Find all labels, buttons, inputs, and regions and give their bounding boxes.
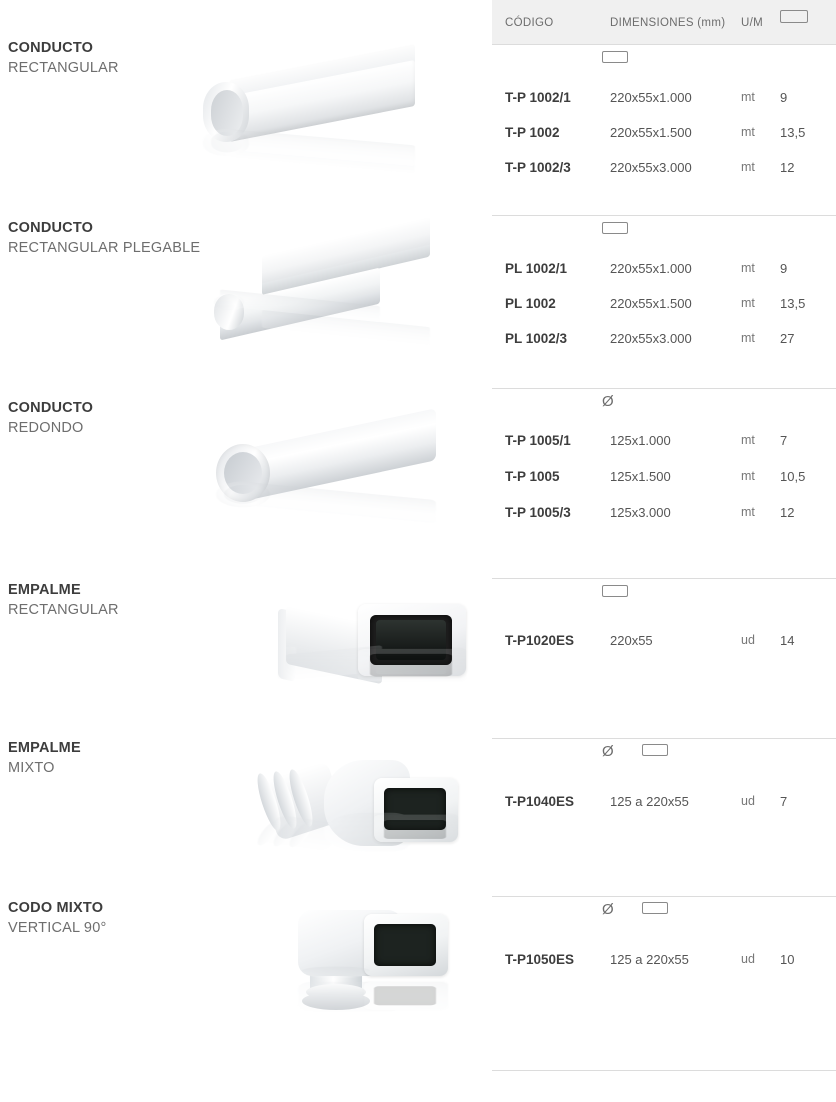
cell-dimensiones: 125x1.500 xyxy=(610,469,671,484)
product-block xyxy=(0,398,492,568)
cell-um: ud xyxy=(741,794,755,808)
cell-codigo: PL 1002 xyxy=(505,296,556,311)
cell-cantidad: 9 xyxy=(780,90,788,105)
cell-codigo: PL 1002/1 xyxy=(505,261,568,276)
specification-table xyxy=(492,0,836,1102)
cell-um: mt xyxy=(741,296,755,310)
cell-codigo: PL 1002/3 xyxy=(505,331,568,346)
table-group xyxy=(492,215,836,373)
cell-codigo: T-P 1005/1 xyxy=(505,433,571,448)
diameter-icon: Ø xyxy=(602,901,614,918)
cell-codigo: T-P 1005/3 xyxy=(505,505,571,520)
divider xyxy=(492,1070,836,1071)
table-group xyxy=(492,738,836,848)
product-block xyxy=(0,580,492,730)
product-title: CODO MIXTO VERTICAL 90° xyxy=(8,900,107,936)
cell-codigo: T-P 1002 xyxy=(505,125,560,140)
cell-codigo: T-P1050ES xyxy=(505,952,575,967)
product-title: EMPALME RECTANGULAR xyxy=(8,582,119,618)
cell-cantidad: 12 xyxy=(780,160,795,175)
table-row xyxy=(492,784,836,820)
cell-dimensiones: 220x55x1.500 xyxy=(610,125,692,140)
shape-glyph-row xyxy=(492,215,836,243)
table-group xyxy=(492,44,836,202)
cell-um: ud xyxy=(741,633,755,647)
cell-codigo: T-P 1005 xyxy=(505,469,560,484)
table-row xyxy=(492,80,836,116)
table-row xyxy=(492,115,836,151)
cell-codigo: T-P 1002/3 xyxy=(505,160,571,175)
rectangle-icon xyxy=(780,10,808,26)
foldable-duct-reflection xyxy=(210,291,460,341)
rectangle-icon xyxy=(642,901,668,919)
table-row xyxy=(492,286,836,322)
cell-cantidad: 14 xyxy=(780,633,795,648)
cell-dimensiones: 125 a 220x55 xyxy=(610,952,689,967)
cell-um: mt xyxy=(741,505,755,519)
product-title: CONDUCTO RECTANGULAR xyxy=(8,40,119,76)
cell-um: mt xyxy=(741,469,755,483)
rectangle-icon xyxy=(602,584,628,602)
cell-um: ud xyxy=(741,952,755,966)
cell-cantidad: 12 xyxy=(780,505,795,520)
table-group xyxy=(492,578,836,688)
column-header-codigo: CÓDIGO xyxy=(505,17,554,29)
shape-glyph-row xyxy=(492,896,836,924)
table-row xyxy=(492,251,836,287)
table-row xyxy=(492,942,836,978)
cell-dimensiones: 220x55x1.000 xyxy=(610,90,692,105)
table-row xyxy=(492,423,836,459)
table-row xyxy=(492,495,836,531)
diameter-icon: Ø xyxy=(602,393,614,410)
cell-um: mt xyxy=(741,160,755,174)
cell-cantidad: 10,5 xyxy=(780,469,806,484)
round-duct-reflection xyxy=(210,475,460,520)
product-block xyxy=(0,38,492,208)
table-row xyxy=(492,623,836,659)
cell-codigo: T-P 1002/1 xyxy=(505,90,571,105)
product-block xyxy=(0,218,492,388)
shape-glyph-row xyxy=(492,578,836,606)
cell-dimensiones: 125x1.000 xyxy=(610,433,671,448)
mixed-vertical-elbow-reflection xyxy=(280,964,480,1016)
product-title: EMPALME MIXTO xyxy=(8,740,81,776)
cell-dimensiones: 220x55x1.000 xyxy=(610,261,692,276)
table-group xyxy=(492,896,836,1006)
rectangular-joiner-reflection xyxy=(272,645,482,684)
product-title: CONDUCTO REDONDO xyxy=(8,400,94,436)
table-row xyxy=(492,459,836,495)
cell-codigo: T-P1020ES xyxy=(505,633,575,648)
cell-um: mt xyxy=(741,90,755,104)
cell-cantidad: 13,5 xyxy=(780,296,806,311)
rectangle-icon xyxy=(602,50,628,68)
diameter-icon: Ø xyxy=(602,743,614,760)
product-title: CONDUCTO RECTANGULAR PLEGABLE xyxy=(8,220,201,256)
cell-um: mt xyxy=(741,261,755,275)
table-row xyxy=(492,150,836,186)
rectangle-icon xyxy=(602,221,628,239)
shape-glyph-row xyxy=(492,388,836,416)
shape-glyph-row xyxy=(492,738,836,766)
cell-cantidad: 7 xyxy=(780,794,788,809)
cell-codigo: T-P1040ES xyxy=(505,794,575,809)
cell-um: mt xyxy=(741,433,755,447)
cell-cantidad: 9 xyxy=(780,261,788,276)
cell-dimensiones: 125 a 220x55 xyxy=(610,794,689,809)
cell-cantidad: 10 xyxy=(780,952,795,967)
product-block xyxy=(0,738,492,898)
cell-cantidad: 27 xyxy=(780,331,795,346)
cell-um: mt xyxy=(741,125,755,139)
table-header-row xyxy=(492,0,836,44)
cell-dimensiones: 220x55x3.000 xyxy=(610,331,692,346)
product-block xyxy=(0,898,492,1068)
rectangle-icon xyxy=(642,743,668,761)
cell-cantidad: 13,5 xyxy=(780,125,806,140)
cell-dimensiones: 220x55x1.500 xyxy=(610,296,692,311)
column-header-dimensiones: DIMENSIONES (mm) xyxy=(610,17,726,29)
table-row xyxy=(492,321,836,357)
cell-dimensiones: 220x55 xyxy=(610,633,653,648)
column-header-um: U/M xyxy=(741,17,763,29)
cell-um: mt xyxy=(741,331,755,345)
mixed-joiner-reflection xyxy=(262,808,482,856)
cell-dimensiones: 220x55x3.000 xyxy=(610,160,692,175)
shape-glyph-row xyxy=(492,44,836,72)
table-group xyxy=(492,388,836,546)
rectangular-duct-reflection xyxy=(195,121,435,166)
cell-dimensiones: 125x3.000 xyxy=(610,505,671,520)
cell-cantidad: 7 xyxy=(780,433,788,448)
